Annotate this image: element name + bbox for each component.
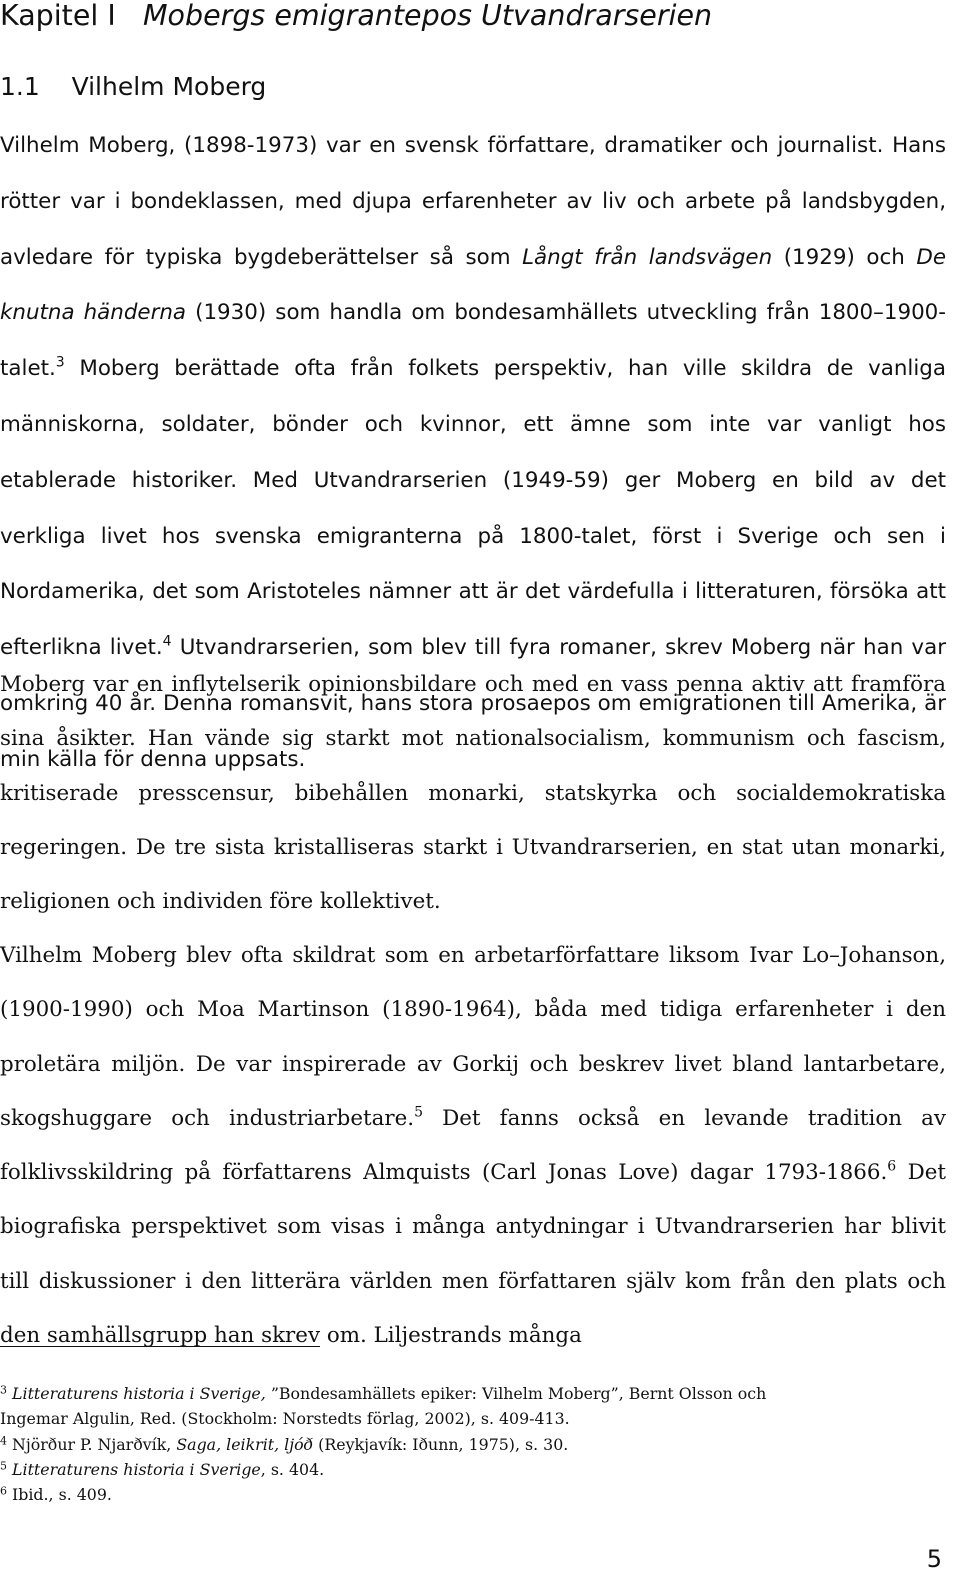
footnote-number: 4 xyxy=(0,1434,7,1448)
work-title: De knutna händerna xyxy=(0,244,946,326)
page-number: 5 xyxy=(926,1545,942,1573)
footnotes xyxy=(0,1381,946,1507)
footnote-separator xyxy=(0,1346,320,1347)
footnote-number: 5 xyxy=(0,1459,7,1473)
footnote-3 xyxy=(0,1381,946,1406)
footnote-ref[interactable]: 4 xyxy=(162,633,172,650)
paragraph-3 xyxy=(0,929,946,1363)
footnote-5 xyxy=(0,1457,946,1482)
footnote-ref[interactable]: 3 xyxy=(55,354,65,371)
footnote-text: ”Bondesamhällets epiker: Vilhelm Moberg”, Bernt Olsson och xyxy=(265,1384,767,1403)
work-title: Långt från landsvägen xyxy=(522,244,773,270)
footnote-ref[interactable]: 6 xyxy=(887,1158,897,1175)
paragraph-text: Det fanns också en levande tradition av folklivsskildring på författarens Almquists (Carl Jonas Love) dagar 1793-1866. xyxy=(0,1105,946,1186)
chapter-title: Mobergs emigrantepos Utvandrarserien xyxy=(142,0,713,32)
paragraph-text: (1929) och xyxy=(772,244,917,270)
paragraph-text: Utvandrarserien, som blev till fyra romaner, skrev Moberg när han var omkring 40 år. Denna romansvit, hans stora prosaepos om emigrationen till Amerika, är min källa för denna uppsats. xyxy=(0,635,946,772)
paragraph-text: Det biografiska perspektivet som visas i många antydningar i Utvandrarserien har blivit till diskussioner i den litterära världen men författaren själv kom från den plats och den samhällsgrupp han skrev om. Liljestrands många xyxy=(0,1160,946,1349)
section-title: Vilhelm Moberg xyxy=(71,72,267,101)
chapter-label: Kapitel I xyxy=(0,0,116,32)
work-title: Saga, leikrit, ljóð xyxy=(176,1434,314,1454)
footnote-6 xyxy=(0,1482,946,1507)
work-title: Litteraturens historia i Sverige xyxy=(12,1459,261,1479)
footnote-text: (Reykjavík: Iðunn, 1975), s. 30. xyxy=(313,1434,569,1454)
paragraph-2: Moberg var en inflytelserik opinionsbildare och med en vass penna aktiv att framföra sina åsikter. Han vände sig starkt mot nationalsocialism, kommunism och fascism, kritiserade presscensur, bibehållen monarki, statskyrka och socialdemokratiska regeringen. De tre sista kristalliseras starkt i Utvandrarserien, en stat utan monarki, religionen och individen före kollektivet. xyxy=(0,672,946,915)
footnote-number: 3 xyxy=(0,1383,7,1397)
footnote-number: 6 xyxy=(0,1484,7,1498)
section-heading xyxy=(0,70,946,104)
footnote-ref[interactable]: 5 xyxy=(414,1104,423,1121)
footnote-text: Njörður P. Njarðvík, xyxy=(7,1434,177,1454)
paragraph-text: (1930) som handla om bondesamhällets utveckling från 1800–1900-talet. xyxy=(0,300,947,382)
footnote-4 xyxy=(0,1432,946,1457)
footnote-3-continued: Ingemar Algulin, Red. (Stockholm: Norstedts förlag, 2002), s. 409-413. xyxy=(0,1409,570,1429)
chapter-heading xyxy=(0,0,946,36)
footnote-text: Ibid., s. 409. xyxy=(7,1485,112,1505)
paragraph-text: Vilhelm Moberg, (1898-1973) var en svensk författare, dramatiker och journalist. Hans rötter var i bondeklassen, med djupa erfarenheter av liv och arbete på landsbygden, avledare för typiska bygdeberättelser så som xyxy=(0,133,946,270)
section-number: 1.1 xyxy=(0,72,40,101)
paragraph-text: Vilhelm Moberg blev ofta skildrat som en arbetarförfattare liksom Ivar Lo–Johanson, (1900-1990) och Moa Martinson (1890-1964), båda med tidiga erfarenheter i den proletära miljön. De var inspirerade av Gorkij och beskrev livet bland lantarbetare, skogshuggare och industriarbetare. xyxy=(0,943,946,1131)
work-title: Litteraturens historia i Sverige, xyxy=(12,1384,266,1403)
paragraph-text: Moberg berättade ofta från folkets perspektiv, han ville skildra de vanliga människorna, soldater, bönder och kvinnor, ett ämne som inte var vanligt hos etablerade historiker. Med Utvandrarserien (1949-59) ger Moberg en bild av det verkliga livet hos svenska emigranterna på 1800-talet, först i Sverige och sen i Nordamerika, det som Aristoteles nämner att är det värdefulla i litteraturen, försöka att efterlikna livet. xyxy=(0,356,946,661)
footnote-text: , s. 404. xyxy=(260,1459,325,1479)
